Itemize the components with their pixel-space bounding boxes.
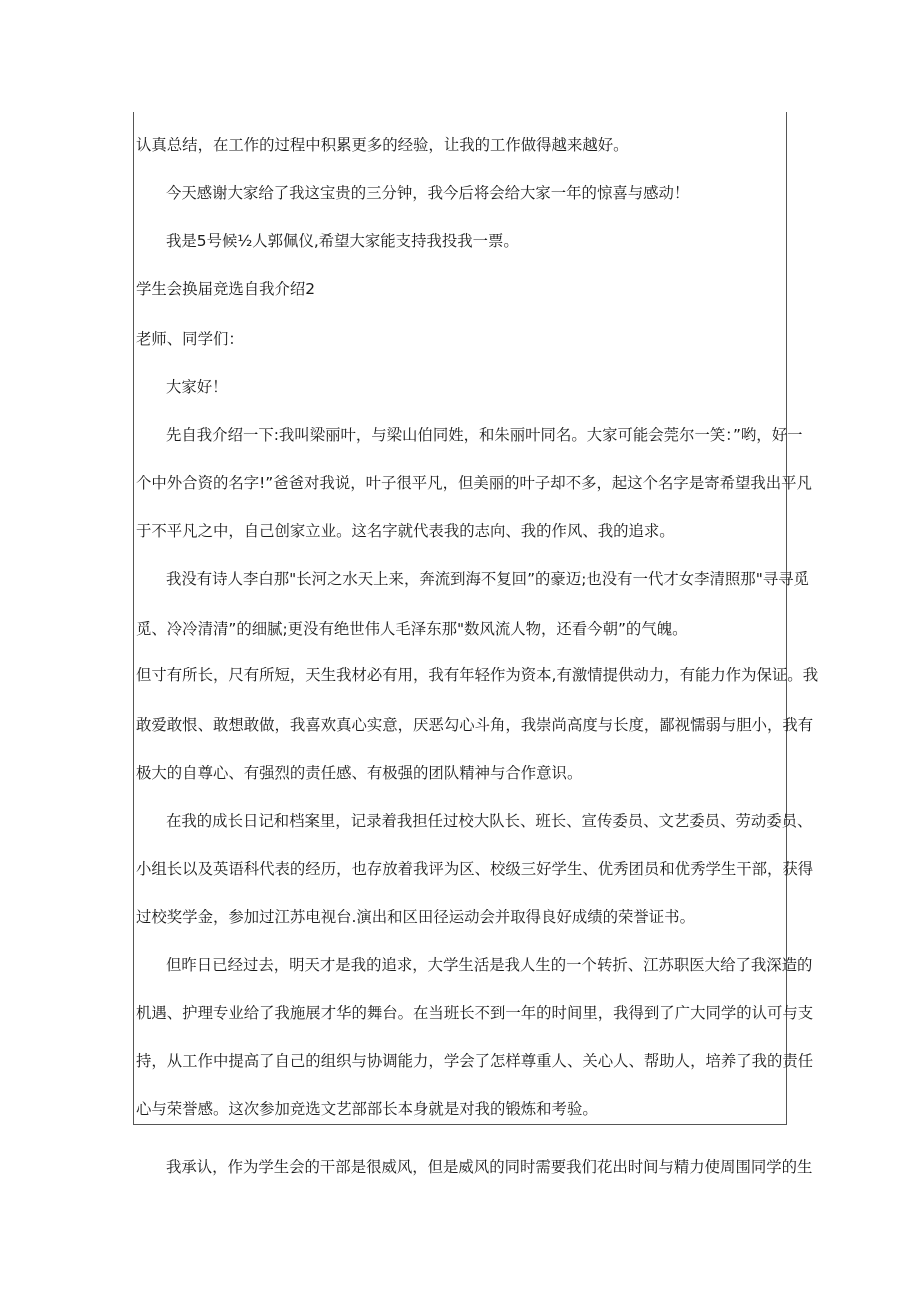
text-line: 个中外合资的名字!”爸爸对我说，叶子很平凡，但美丽的叶子却不多，起这个名字是寄希望我出平凡	[136, 474, 812, 492]
text-line: 心与荣誉感。这次参加竞选文艺部部长本身就是对我的锻炼和考验。	[136, 1100, 598, 1118]
text-line: 大家好！	[166, 378, 228, 396]
text-line: 我没有诗人李白那"长河之水天上来，奔流到海不复回”的豪迈;也没有一代才女李清照那"寻寻觅	[166, 570, 809, 588]
text-line: 敢爱敢恨、敢想敢做，我喜欢真心实意，厌恶勾心斗角，我崇尚高度与长度，鄙视懦弱与胆小，我有	[136, 716, 814, 734]
text-line: 但昨日已经过去，明天才是我的追求，大学生活是我人生的一个转折、江苏职医大给了我深造的	[166, 956, 813, 974]
text-line: 我承认，作为学生会的干部是很威风，但是威风的同时需要我们花出时间与精力使周围同学的生	[166, 1158, 813, 1176]
text-line: 今天感谢大家给了我这宝贵的三分钟，我今后将会给大家一年的惊喜与感动！	[166, 184, 690, 202]
text-line: 我是5号候½人郭佩仪,希望大家能支持我投我一票。	[166, 232, 519, 250]
text-line: 老师、同学们：	[136, 330, 244, 348]
text-line: 认真总结，在工作的过程中积累更多的经验，让我的工作做得越来越好。	[136, 136, 629, 154]
text-line: 觅、冷冷清清”的细腻;更没有绝世伟人毛泽东那"数风流人物，还看今朝”的气魄。	[136, 620, 688, 638]
text-line: 先自我介绍一下:我叫梁丽叶，与梁山伯同姓，和朱丽叶同名。大家可能会莞尔一笑：”哟，好一	[166, 426, 803, 444]
text-line: 持，从工作中提高了自己的组织与协调能力，学会了怎样尊重人、关心人、帮助人，培养了我的责任	[136, 1052, 814, 1070]
text-line: 于不平凡之中，自己创家立业。这名字就代表我的志向、我的作风、我的追求。	[136, 522, 675, 540]
text-line: 过校奖学金，参加过江苏电视台.演出和区田径运动会并取得良好成绩的荣誉证书。	[136, 908, 695, 926]
text-line: 在我的成长日记和档案里，记录着我担任过校大队长、班长、宣传委员、文艺委员、劳动委员、	[166, 812, 813, 830]
text-line: 小组长以及英语科代表的经历，也存放着我评为区、校级三好学生、优秀团员和优秀学生干部，获得	[136, 860, 814, 878]
text-line: 极大的自尊心、有强烈的责任感、有极强的团队精神与合作意识。	[136, 764, 583, 782]
text-line: 但寸有所长，尺有所短，天生我材必有用，我有年轻作为资本,有激情提供动力，有能力作为保证。我	[136, 666, 819, 684]
section-heading: 学生会换届竞选自我介绍2	[136, 280, 316, 298]
text-line: 机遇、护理专业给了我施展才华的舞台。在当班长不到一年的时间里，我得到了广大同学的认可与支	[136, 1004, 814, 1022]
